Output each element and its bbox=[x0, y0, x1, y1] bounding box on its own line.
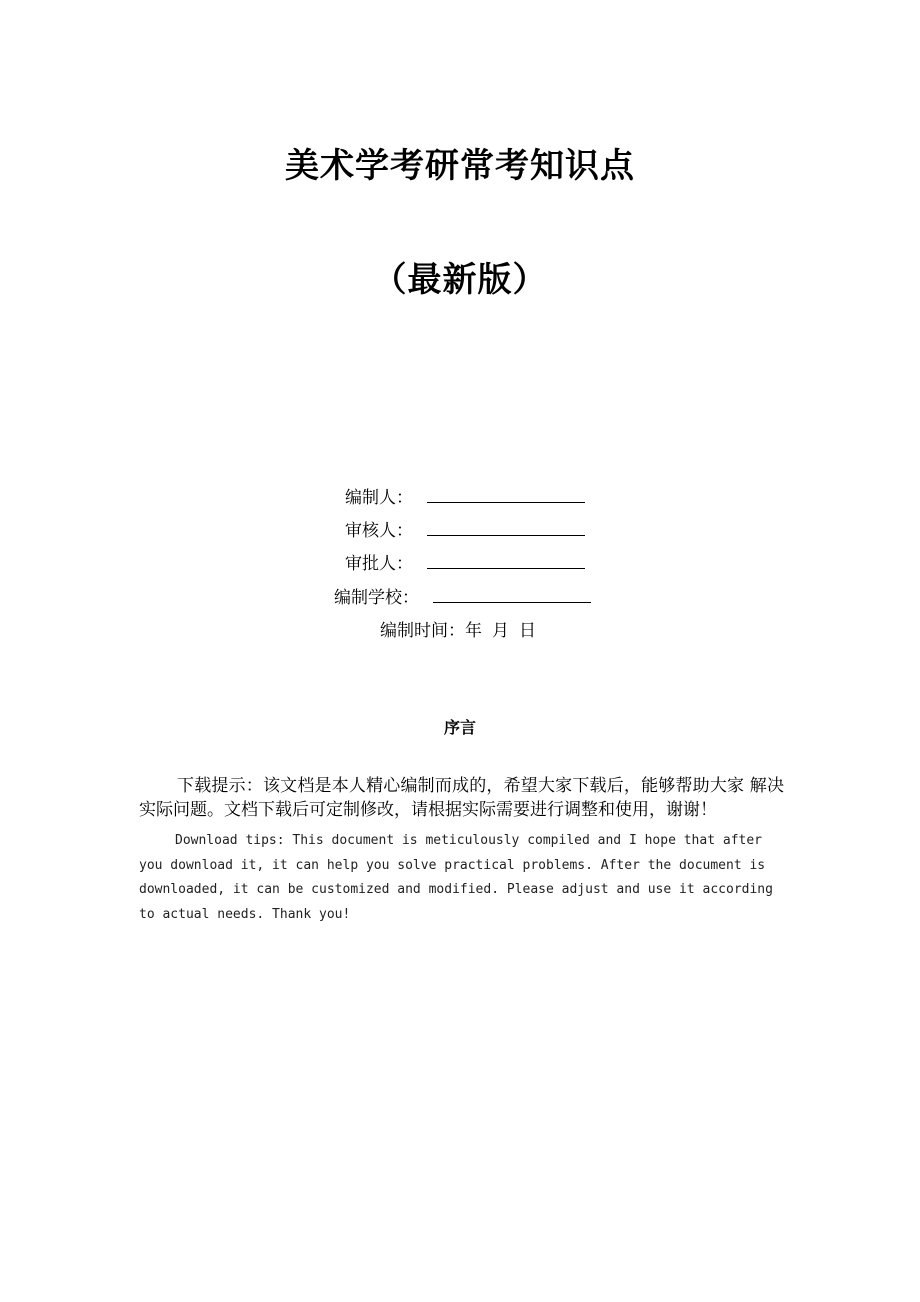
preface-english-paragraph: Download tips: This document is meticulously compiled and I hope that after you download it, it can help you solve practical problems. After the document is downloaded, it can be customized and modified. Please adjust and use it according to actual needs. Thank you! bbox=[139, 833, 773, 922]
school-blank-line bbox=[433, 601, 591, 603]
year-label: 年 bbox=[465, 621, 482, 641]
date-field bbox=[380, 620, 536, 642]
preface-heading: 序言 bbox=[443, 718, 476, 737]
compiler-field bbox=[345, 487, 585, 509]
document-title: 美术学考研常考知识点 bbox=[285, 146, 635, 186]
reviewer-label: 审核人： bbox=[345, 521, 413, 541]
reviewer-field bbox=[345, 520, 585, 542]
approver-blank-line bbox=[427, 567, 585, 569]
compiler-label: 编制人： bbox=[345, 488, 413, 508]
preface-chinese-paragraph: 下载提示：该文档是本人精心编制而成的，希望大家下载后，能够帮助大家 解决实际问题。文档下载后可定制修改，请根据实际需要进行调整和使用，谢谢！ bbox=[139, 776, 784, 820]
month-label: 月 bbox=[492, 621, 509, 641]
document-subtitle: （最新版） bbox=[372, 260, 548, 300]
approver-label: 审批人： bbox=[345, 554, 413, 574]
school-label: 编制学校： bbox=[334, 588, 419, 608]
date-label: 编制时间： bbox=[380, 621, 465, 641]
day-label: 日 bbox=[519, 621, 536, 641]
compiler-blank-line bbox=[427, 501, 585, 503]
reviewer-blank-line bbox=[427, 534, 585, 536]
school-field bbox=[334, 587, 591, 609]
approver-field bbox=[345, 553, 585, 575]
